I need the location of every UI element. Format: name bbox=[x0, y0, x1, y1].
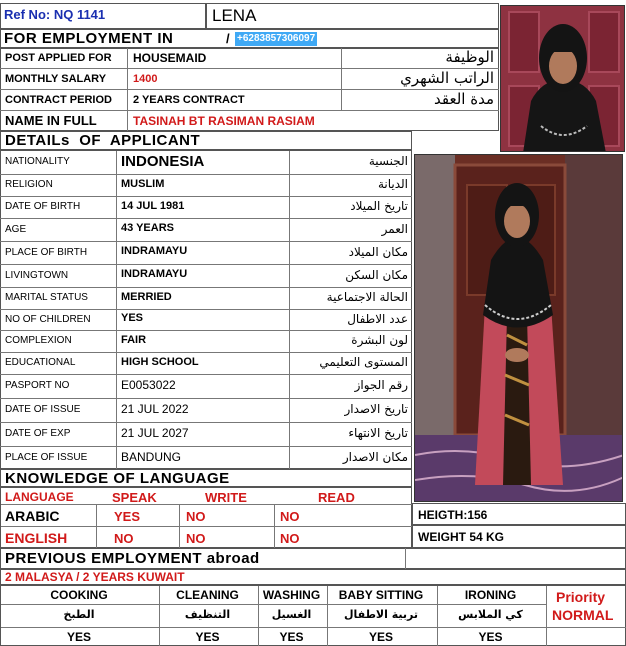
detail-label: AGE bbox=[5, 223, 27, 235]
detail-divider bbox=[0, 174, 412, 175]
detail-arabic: تاريخ الميلاد bbox=[350, 199, 408, 213]
employment-title: FOR EMPLOYMENT IN bbox=[4, 30, 174, 47]
detail-label: EDUCATIONAL bbox=[5, 357, 76, 368]
previous-title: PREVIOUS EMPLOYMENT abroad bbox=[5, 550, 260, 567]
detail-label: DATE OF BIRTH bbox=[5, 201, 81, 212]
detail-value: 21 JUL 2022 bbox=[121, 402, 189, 416]
detail-arabic: مكان السكن bbox=[345, 267, 408, 282]
skill-value: YES bbox=[66, 630, 91, 644]
detail-divider bbox=[0, 218, 412, 219]
detail-value: BANDUNG bbox=[121, 449, 182, 464]
skill-en: BABY SITTING bbox=[338, 588, 424, 602]
detail-divider bbox=[0, 374, 412, 375]
portrait-illustration bbox=[501, 6, 625, 152]
previous-divider bbox=[405, 548, 406, 569]
detail-divider bbox=[0, 287, 412, 288]
detail-label: RELIGION bbox=[5, 179, 53, 190]
detail-value: INDRAMAYU bbox=[121, 268, 188, 280]
skill-en: WASHING bbox=[262, 588, 321, 602]
language-header-write: WRITE bbox=[205, 490, 247, 505]
post-arabic: الوظيفة bbox=[445, 48, 494, 66]
language-title: KNOWLEDGE OF LANGUAGE bbox=[5, 470, 230, 487]
detail-divider bbox=[0, 446, 412, 447]
detail-arabic: عدد الاطفال bbox=[347, 311, 408, 326]
language-header-read: READ bbox=[318, 490, 355, 505]
skill-value: YES bbox=[279, 630, 304, 644]
detail-arabic: الديانة bbox=[377, 177, 408, 191]
skill-ar: الغسيل bbox=[271, 608, 312, 621]
ref-number: Ref No: NQ 1141 bbox=[4, 7, 106, 22]
post-value: HOUSEMAID bbox=[133, 51, 207, 65]
skill-value: YES bbox=[195, 630, 220, 644]
arabic-read: NO bbox=[280, 509, 300, 524]
language-english: ENGLISH bbox=[5, 530, 68, 546]
detail-value: HIGH SCHOOL bbox=[121, 355, 199, 368]
detail-divider bbox=[0, 422, 412, 423]
detail-label: PLACE OF ISSUE bbox=[5, 451, 88, 463]
job-divider bbox=[341, 48, 342, 110]
weight-value: WEIGHT 54 KG bbox=[418, 530, 505, 544]
skill-value: YES bbox=[368, 630, 393, 644]
phone-number: +6283857306097 bbox=[237, 33, 316, 44]
detail-value: 43 YEARS bbox=[121, 222, 174, 234]
detail-divider bbox=[0, 241, 412, 242]
priority-label: Priority bbox=[556, 589, 606, 605]
contract-arabic: مدة العقد bbox=[434, 90, 494, 108]
english-write: NO bbox=[186, 531, 206, 546]
detail-divider bbox=[0, 398, 412, 399]
detail-arabic: الحالة الاجتماعية bbox=[326, 290, 408, 304]
detail-label: PASPORT NO bbox=[5, 380, 70, 391]
worker-name: LENA bbox=[212, 6, 257, 25]
salary-value: 1400 bbox=[133, 73, 158, 85]
detail-label: DATE OF EXP bbox=[5, 428, 71, 439]
full-body-photo bbox=[414, 154, 623, 502]
skill-ar: كي الملابس bbox=[458, 608, 523, 621]
arabic-write: NO bbox=[186, 509, 206, 524]
full-body-illustration bbox=[415, 155, 623, 502]
priority-value: NORMAL bbox=[552, 607, 614, 623]
employment-slash: / bbox=[226, 31, 230, 46]
job-divider bbox=[127, 48, 128, 131]
detail-divider bbox=[0, 309, 412, 310]
detail-arabic: رقم الجواز bbox=[354, 378, 408, 392]
detail-label: MARITAL STATUS bbox=[5, 292, 88, 303]
language-header-speak: SPEAK bbox=[112, 490, 157, 505]
detail-label: PLACE OF BIRTH bbox=[5, 246, 88, 258]
detail-value: INDONESIA bbox=[121, 152, 205, 170]
english-speak: NO bbox=[114, 531, 134, 546]
detail-arabic: مكان الميلاد bbox=[348, 244, 408, 259]
detail-label: COMPLEXION bbox=[5, 335, 72, 346]
language-arabic: ARABIC bbox=[5, 508, 60, 524]
detail-value: 21 JUL 2027 bbox=[121, 426, 189, 440]
height-value: HEIGTH:156 bbox=[418, 508, 488, 522]
skill-en: CLEANING bbox=[176, 588, 239, 602]
portrait-photo bbox=[500, 5, 625, 152]
detail-divider bbox=[0, 352, 412, 353]
salary-arabic: الراتب الشهري bbox=[400, 69, 494, 87]
detail-arabic: لون البشرة bbox=[351, 333, 408, 347]
post-label: POST APPLIED FOR bbox=[5, 52, 112, 64]
salary-label: MONTHLY SALARY bbox=[5, 73, 107, 85]
english-read: NO bbox=[280, 531, 300, 546]
detail-value: FAIR bbox=[121, 333, 147, 346]
detail-label: NO OF CHILDREN bbox=[5, 313, 91, 325]
previous-detail: 2 MALASYA / 2 YEARS KUWAIT bbox=[5, 570, 185, 584]
detail-divider bbox=[0, 196, 412, 197]
fullname-value: TASINAH BT RASIMAN RASIAM bbox=[133, 114, 315, 128]
detail-divider bbox=[0, 330, 412, 331]
detail-arabic: تاريخ الاصدار bbox=[344, 402, 408, 416]
detail-label: LIVINGTOWN bbox=[5, 269, 69, 281]
contract-value: 2 YEARS CONTRACT bbox=[133, 94, 245, 106]
detail-arabic: المستوى التعليمي bbox=[319, 355, 408, 369]
detail-value: YES bbox=[121, 312, 144, 324]
detail-arabic: تاريخ الانتهاء bbox=[348, 426, 408, 440]
skill-en: COOKING bbox=[50, 588, 108, 602]
detail-value: MUSLIM bbox=[121, 177, 165, 190]
skill-en: IRONING bbox=[464, 588, 517, 602]
language-header-language: LANGUAGE bbox=[5, 490, 74, 504]
detail-value: INDRAMAYU bbox=[121, 245, 188, 257]
skill-ar: الطبخ bbox=[63, 608, 95, 621]
job-divider bbox=[0, 89, 499, 90]
detail-arabic: مكان الاصدار bbox=[342, 449, 408, 464]
skill-ar: التنظيف bbox=[184, 608, 231, 621]
job-divider bbox=[0, 110, 499, 111]
skill-ar: تربية الاطفال bbox=[343, 608, 418, 621]
detail-arabic: العمر bbox=[381, 221, 408, 236]
detail-divider bbox=[0, 264, 412, 265]
skill-value: YES bbox=[478, 630, 503, 644]
detail-label: NATIONALITY bbox=[5, 156, 70, 167]
detail-arabic: الجنسية bbox=[368, 154, 408, 168]
arabic-speak: YES bbox=[114, 509, 141, 524]
contract-label: CONTRACT PERIOD bbox=[5, 94, 112, 106]
detail-label: DATE OF ISSUE bbox=[5, 404, 81, 415]
fullname-label: NAME IN FULL bbox=[5, 113, 97, 128]
details-title: DETAILs OF APPLICANT bbox=[5, 132, 201, 149]
detail-value: E0053022 bbox=[121, 378, 176, 392]
detail-value: MERRIED bbox=[121, 290, 172, 303]
detail-value: 14 JUL 1981 bbox=[121, 199, 185, 212]
